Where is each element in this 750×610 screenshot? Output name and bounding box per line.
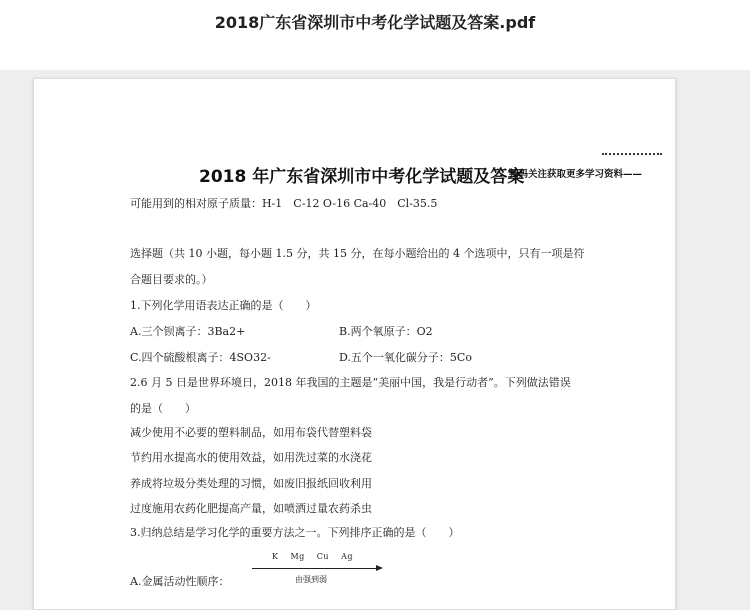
question-1-option-a: A.三个钡离子：3Ba2+ <box>130 325 246 338</box>
question-3-stem: 3.归纳总结是学习化学的重要方法之一。下列排序正确的是（ ） <box>130 526 460 539</box>
question-2-option-2: 节约用水提高水的使用效益，如用洗过菜的水浇花 <box>130 451 372 464</box>
atomic-masses-line: 可能用到的相对原子质量：H-1 C-12 O-16 Ca-40 Cl-35.5 <box>130 197 438 210</box>
question-1-stem: 1.下列化学用语表达正确的是（ ） <box>130 299 317 312</box>
arrow-line <box>252 568 378 569</box>
corner-mark <box>602 153 662 157</box>
metal-cu: Cu <box>316 552 330 561</box>
metal-mg: Mg <box>290 552 305 561</box>
question-1-option-c: C.四个硫酸根离子：4SO32- <box>130 351 271 364</box>
section-intro-line-1: 选择题（共 10 小题，每小题 1.5 分，共 15 分，在每小题给出的 4 个选项中，只有一项是符 <box>130 247 585 260</box>
document-title: 2018 年广东省深圳市中考化学试题及答案 <box>199 167 525 187</box>
question-2-stem-line-1: 2.6 月 5 日是世界环境日，2018 年我国的主题是“美丽中国，我是行动者”。下列做法错误 <box>130 376 571 389</box>
metal-activity-arrow <box>252 547 386 587</box>
file-name-title: 2018广东省深圳市中考化学试题及答案.pdf <box>214 13 536 32</box>
arrow-label: 由强到弱 <box>295 575 327 584</box>
qr-promo-note: 扫码关注获取更多学习资料—— <box>509 169 643 180</box>
question-1-option-b: B.两个氧原子：O2 <box>339 325 433 338</box>
metal-k: K <box>272 552 279 561</box>
pdf-page <box>33 78 676 610</box>
question-2-stem-line-2: 的是（ ） <box>130 402 196 415</box>
question-2-option-1: 减少使用不必要的塑料制品，如用布袋代替塑料袋 <box>130 426 372 439</box>
question-2-option-4: 过度施用农药化肥提高产量，如喷洒过量农药杀虫 <box>130 502 372 515</box>
arrow-head-icon <box>376 565 383 571</box>
question-3-option-a: A.金属活动性顺序： <box>130 575 230 588</box>
metal-list <box>272 552 365 561</box>
section-intro-line-2: 合题目要求的。） <box>130 273 213 286</box>
question-2-option-3: 养成将垃圾分类处理的习惯，如废旧报纸回收利用 <box>130 477 372 490</box>
question-1-option-d: D.五个一氧化碳分子：5Co <box>339 351 472 364</box>
viewer-header <box>0 0 750 70</box>
metal-ag: Ag <box>341 552 353 561</box>
